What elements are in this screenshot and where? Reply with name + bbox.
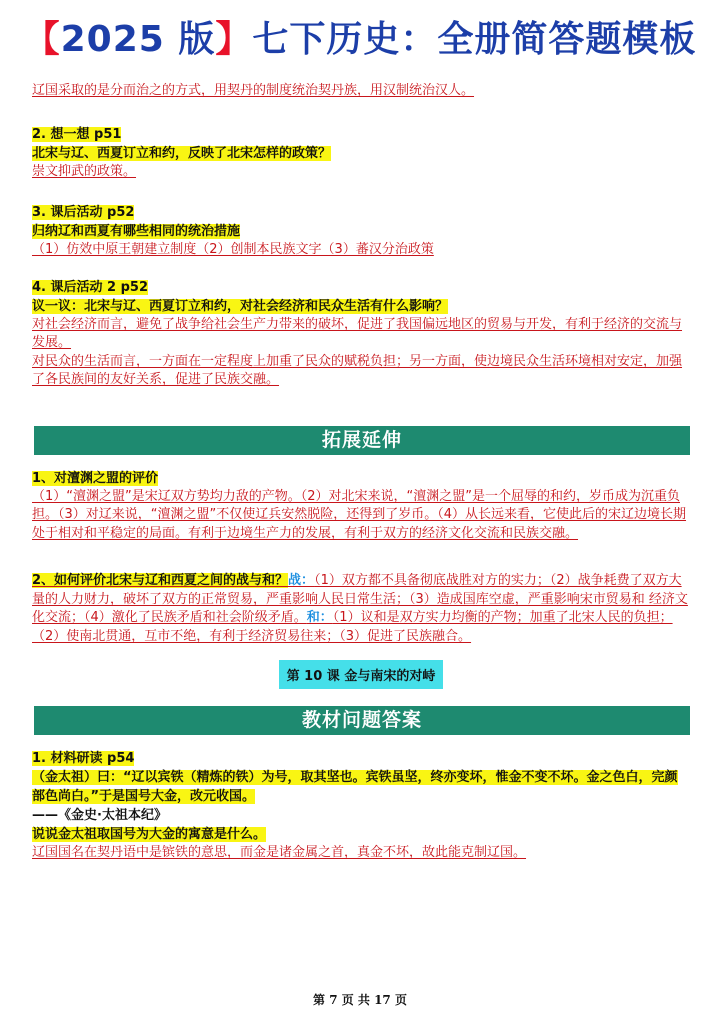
m1-answer: 辽国国名在契丹语中是镔铁的意思，而金是诸金属之首，真金不坏，故此能克制辽国。 — [32, 845, 527, 860]
title-edition: 2025 版 — [60, 19, 216, 60]
title-bracket-close: 】 — [215, 19, 253, 60]
q2-answer: 崇文抑武的政策。 — [32, 163, 137, 179]
top-answer: 辽国采取的是分而治之的方式，用契丹的制度统治契丹族，用汉制统治汉人。 — [32, 83, 475, 98]
ext2-war-label: 战： — [288, 573, 315, 588]
q3-heading: 3. 课后活动 p52 — [32, 205, 135, 220]
m1-quote: （金太祖）曰：“辽以宾铁（精炼的铁）为号，取其坚也。宾铁虽坚，终亦变坏，惟金不变不坏。金之色白，完颜部色尚白。”于是国号大金，改元收国。 — [32, 770, 678, 804]
page-title — [0, 0, 720, 72]
q3-question: 归纳辽和西夏有哪些相同的统治措施 — [32, 224, 241, 239]
q3-answer: （1）仿效中原王朝建立制度（2）创制本民族文字（3）蕃汉分治政策 — [32, 242, 434, 257]
extend-block-2 — [32, 571, 690, 646]
ext2-war-answer: （1）双方都不具备彻底战胜对方的实力；（2）战争耗费了双方大量的人力财力，破坏了双方的正常贸易，严重影响人民日常生活；（3）造成国库空虚，严重影响宋市贸易和 经济文化交流；（4）激化了民族矛盾和社会阶级矛盾。 — [32, 573, 688, 625]
q4-answer-1: 对社会经济而言，避免了战争给社会生产力带来的破坏，促进了我国偏远地区的贸易与开发，有利于经济的交流与发展。 — [32, 316, 683, 350]
material-block-1 — [32, 749, 690, 863]
m1-heading: 1. 材料研读 p54 — [32, 751, 135, 766]
question-block-4 — [32, 278, 690, 390]
question-block-2 — [32, 125, 690, 182]
q4-answer-2: 对民众的生活而言，一方面在一定程度上加重了民众的赋税负担；另一方面，使边境民众生活环境相对安定，加强了各民族间的友好关系，促进了民族交融。 — [32, 353, 683, 387]
q2-heading: 2. 想一想 p51 — [32, 126, 122, 142]
m1-question: 说说金太祖取国号为大金的寓意是什么。 — [32, 827, 267, 842]
lesson-tag: 第 10 课 金与南宋的对峙 — [279, 660, 444, 689]
ext2-peace-label: 和： — [306, 610, 333, 625]
page-footer: 第 7 页 共 17 页 — [313, 993, 407, 1007]
title-bracket-open: 【 — [23, 19, 61, 60]
ext2-question: 2、如何评价北宋与辽和西夏之间的战与和？ — [32, 573, 289, 588]
q2-question: 北宋与辽、西夏订立和约，反映了北宋怎样的政策？ — [32, 145, 332, 161]
ext1-answer: （1）“澶渊之盟”是宋辽双方势均力敌的产物。（2）对北宋来说，“澶渊之盟”是一个屈辱的和约，岁币成为沉重负担。（3）对辽来说，“澶渊之盟”不仅使辽兵安然脱险，还得到了岁币。（4）从长远来看，它使此后的宋辽边境长期处于相对和平稳定的局面。有利于边境生产力的发展，有利于双方的经济文化交流和民族交融。 — [32, 488, 687, 541]
page-content — [32, 82, 690, 863]
banner-answers: 教材问题答案 — [34, 706, 690, 735]
question-block-3 — [32, 203, 690, 260]
q4-question: 议一议：北宋与辽、西夏订立和约，对社会经济和民众生活有什么影响？ — [32, 298, 449, 314]
m1-source: ——《金史·太祖本纪》 — [32, 808, 167, 823]
banner-extend: 拓展延伸 — [34, 426, 690, 455]
ext1-question: 1、对澶渊之盟的评价 — [32, 470, 159, 486]
q4-heading: 4. 课后活动 2 p52 — [32, 279, 149, 295]
extend-block-1 — [32, 469, 690, 544]
ext2-peace-answer: （1）议和是双方实力均衡的产物；加重了北宋人民的负担；（2）使南北贯通，互市不绝，有利于经济贸易往来；（3）促进了民族融合。 — [32, 610, 673, 644]
title-main: 七下历史：全册简答题模板 — [252, 19, 697, 60]
